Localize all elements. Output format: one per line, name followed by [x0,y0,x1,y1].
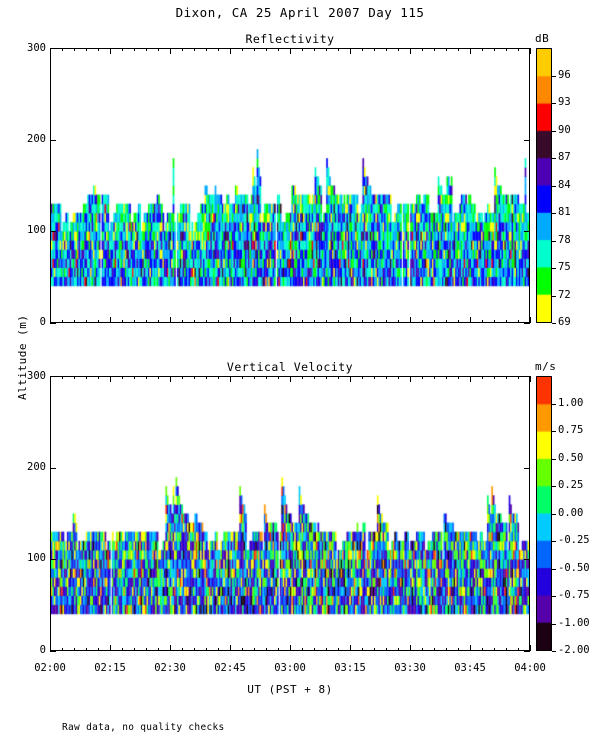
plot1-xminortick [98,320,99,323]
plot1-ytick [50,48,56,49]
plot1-xtick [350,48,351,54]
plot1-xminortick [446,48,447,51]
plot2-xtick [170,645,171,651]
plot2-xminortick [302,648,303,651]
plot1-xminortick [302,48,303,51]
plot2-xminortick [362,648,363,651]
plot1-xminortick [434,48,435,51]
plot1-xtick [470,317,471,323]
plot2-ytick [524,376,530,377]
plot2-xminortick [386,376,387,379]
cb2labels-item-6: -0.50 [558,561,590,574]
plot2-xminortick [398,648,399,651]
x-axis-label: UT (PST + 8) [247,683,333,696]
plot2-xminortick [158,376,159,379]
plot1-xtick [410,48,411,54]
plot1-ytick [50,140,56,141]
plot2-xtick [230,645,231,651]
plot2-xminortick [482,376,483,379]
plot1-xminortick [314,320,315,323]
y-axis-label: Altitude (m) [16,314,29,400]
plot2-xtick [290,376,291,382]
cb1labels-tick-5 [552,213,556,214]
plot1-xminortick [158,320,159,323]
cb2labels-item-7: -0.75 [558,589,590,601]
plot1-xminortick [482,48,483,51]
plot1-xtick [350,317,351,323]
plot2-xtick [410,645,411,651]
cb2labels-tick-3 [552,486,556,487]
cb2labels-item-4: 0.00 [558,506,584,519]
plot2-xminortick [338,376,339,379]
plot2-xminortick [134,376,135,379]
plot2-xminortick [122,376,123,379]
plot1-xminortick [242,48,243,51]
x-tick-6: 03:30 [394,662,426,674]
plot1-xminortick [458,320,459,323]
cb1labels-tick-2 [552,131,556,132]
plot2-xminortick [134,648,135,651]
cb2labels-tick-4 [552,514,556,515]
plot2-xminortick [518,648,519,651]
plot1-ytick [524,48,530,49]
plot2-xminortick [518,376,519,379]
plot2-xminortick [482,648,483,651]
plot2-xminortick [422,648,423,651]
cb1labels-item-5: 81 [558,206,571,218]
p2-ytick-300: 300 [27,370,46,382]
plot1-xminortick [338,320,339,323]
plot2-xminortick [62,376,63,379]
plot1-xminortick [314,48,315,51]
p1-ytick-0: 0 [39,316,46,328]
x-tick-2: 02:30 [154,662,186,674]
plot2-xtick [530,645,531,651]
plot1-xminortick [218,320,219,323]
cb1labels-tick-9 [552,323,556,324]
plot1-xminortick [302,320,303,323]
p2-ytick-0: 0 [39,644,46,656]
plot1-xminortick [266,320,267,323]
plot1-xminortick [434,320,435,323]
plot2-xminortick [446,648,447,651]
cb2labels-item-0: 1.00 [558,396,584,409]
plot1-xminortick [518,48,519,51]
p1-ytick-100: 100 [27,224,46,236]
plot1-ytick [50,231,56,232]
plot1-xtick [110,317,111,323]
plot2-ytick [50,468,56,469]
plot2-xminortick [434,648,435,651]
plot1-xminortick [458,48,459,51]
plot1-xminortick [386,48,387,51]
cb1labels-tick-8 [552,296,556,297]
plot1-xminortick [122,320,123,323]
plot1-xminortick [278,320,279,323]
plot1-xminortick [254,320,255,323]
reflectivity-plot [50,48,530,323]
plot2-xminortick [206,648,207,651]
plot2-xminortick [386,648,387,651]
cb2labels-tick-1 [552,431,556,432]
plot1-xtick [530,317,531,323]
plot1-xminortick [74,320,75,323]
cb1labels-item-7: 75 [558,261,571,273]
plot1-xtick [230,317,231,323]
plot2-xtick [470,376,471,382]
plot2-xtick [350,376,351,382]
plot1-xminortick [386,320,387,323]
cb2labels-tick-8 [552,624,556,625]
plot2-ytick [50,559,56,560]
plot1-xtick [230,48,231,54]
page-title: Dixon, CA 25 April 2007 Day 115 [175,5,425,20]
plot2-ytick [50,376,56,377]
cb1labels-tick-0 [552,76,556,77]
plot2-xminortick [362,376,363,379]
cb1labels-tick-6 [552,241,556,242]
plot1-xminortick [398,48,399,51]
plot2-xminortick [266,648,267,651]
plot2-xtick [290,645,291,651]
plot1-xminortick [362,320,363,323]
plot1-xminortick [158,48,159,51]
plot1-xminortick [98,48,99,51]
plot1-xminortick [218,48,219,51]
cb1labels-item-1: 93 [558,96,571,108]
plot1-xminortick [326,48,327,51]
plot1-xminortick [338,48,339,51]
cb1labels-item-9: 69 [558,316,571,328]
plot2-xtick [530,376,531,382]
plot2-xminortick [98,376,99,379]
plot1-xminortick [518,320,519,323]
plot2-xminortick [182,648,183,651]
plot1-xminortick [182,320,183,323]
x-tick-0: 02:00 [34,662,66,674]
p1-colorbar [536,48,552,323]
plot2-xminortick [326,648,327,651]
cb2labels-tick-0 [552,404,556,405]
plot1-xminortick [506,48,507,51]
plot1-ytick [524,323,530,324]
plot2-xminortick [422,376,423,379]
plot2-xtick [470,645,471,651]
cb1labels-item-8: 72 [558,288,571,301]
plot2-xminortick [254,648,255,651]
plot2-xminortick [218,648,219,651]
x-tick-7: 03:45 [454,662,486,674]
x-tick-4: 03:00 [274,662,306,674]
p2-colorbar [536,376,552,651]
cb2labels-item-2: 0.50 [558,451,584,464]
cb1labels-tick-3 [552,158,556,159]
plot2-xminortick [338,648,339,651]
plot1-xtick [530,48,531,54]
plot2-xminortick [302,376,303,379]
plot1-xminortick [494,320,495,323]
plot1-xminortick [206,320,207,323]
cb1labels-item-6: 78 [558,233,571,246]
cb2labels-item-1: 0.75 [558,424,584,436]
cb2labels-item-9: -2.00 [558,644,590,656]
plot2-ytick [524,559,530,560]
plot1-xminortick [86,48,87,51]
plot1-xminortick [422,48,423,51]
plot1-xminortick [446,320,447,323]
plot1-xtick [170,317,171,323]
plot1-ytick [524,140,530,141]
plot1-xminortick [62,320,63,323]
plot1-xminortick [146,320,147,323]
plot2-xminortick [74,376,75,379]
plot1-xminortick [422,320,423,323]
plot1-xminortick [374,48,375,51]
p1-ytick-300: 300 [27,42,46,54]
plot1-xminortick [182,48,183,51]
x-tick-8: 04:00 [514,662,546,674]
plot2-xminortick [314,648,315,651]
cb1labels-item-0: 96 [558,68,571,81]
plot1-ytick [524,231,530,232]
plot2-xminortick [182,376,183,379]
plot2-xminortick [398,376,399,379]
plot2-xtick [110,645,111,651]
cb2labels-tick-7 [552,596,556,597]
plot1-xminortick [194,320,195,323]
p1-colorbar-title: dB [535,32,550,45]
cb2labels-tick-5 [552,541,556,542]
plot1-xtick [170,48,171,54]
plot2-xtick [350,645,351,651]
plot2-xminortick [494,376,495,379]
plot2-xminortick [146,376,147,379]
plot1-xminortick [398,320,399,323]
plot2-xminortick [62,648,63,651]
plot2-xminortick [158,648,159,651]
footnote: Raw data, no quality checks [62,722,225,733]
plot2-xminortick [194,648,195,651]
cb1labels-tick-7 [552,268,556,269]
cb1labels-tick-4 [552,186,556,187]
x-tick-3: 02:45 [214,662,246,674]
plot2-xminortick [146,648,147,651]
p1-ytick-200: 200 [27,133,46,145]
plot1-xminortick [134,48,135,51]
plot2-xminortick [86,376,87,379]
p2-colorbar-title: m/s [535,360,557,373]
cb2labels-tick-2 [552,459,556,460]
plot2-xminortick [278,376,279,379]
plot2-xminortick [242,376,243,379]
plot1-ytick [50,323,56,324]
plot1-xminortick [374,320,375,323]
plot2-xminortick [374,648,375,651]
plot1-xtick [110,48,111,54]
plot1-xtick [290,48,291,54]
cb1labels-item-3: 87 [558,151,571,163]
plot1-xminortick [86,320,87,323]
plot2-xminortick [494,648,495,651]
plot1-xminortick [362,48,363,51]
vertical-velocity-plot [50,376,530,651]
plot2-ytick [524,468,530,469]
p2-ytick-200: 200 [27,461,46,473]
plot1-xminortick [194,48,195,51]
panel-1-title: Reflectivity [245,32,335,46]
plot2-xminortick [446,376,447,379]
plot2-xminortick [86,648,87,651]
plot1-xminortick [254,48,255,51]
plot2-xminortick [206,376,207,379]
plot1-xminortick [122,48,123,51]
plot1-xminortick [266,48,267,51]
cb1labels-item-4: 84 [558,178,571,191]
plot1-xtick [470,48,471,54]
plot2-ytick [50,651,56,652]
cb2labels-tick-9 [552,651,556,652]
plot2-xminortick [506,648,507,651]
panel-2-title: Vertical Velocity [226,360,354,374]
cb2labels-item-5: -0.25 [558,534,590,546]
cb1labels-item-2: 90 [558,123,571,136]
plot1-xminortick [62,48,63,51]
plot2-xminortick [314,376,315,379]
plot2-xminortick [374,376,375,379]
plot2-xminortick [218,376,219,379]
plot1-xminortick [134,320,135,323]
plot1-xminortick [278,48,279,51]
p2-ytick-100: 100 [27,552,46,564]
plot2-xtick [110,376,111,382]
plot2-xminortick [194,376,195,379]
cb2labels-tick-6 [552,569,556,570]
plot2-ytick [524,651,530,652]
cb2labels-item-3: 0.25 [558,479,584,491]
plot2-xminortick [278,648,279,651]
plot2-xminortick [122,648,123,651]
plot1-xtick [290,317,291,323]
plot2-xminortick [434,376,435,379]
plot1-xminortick [206,48,207,51]
plot1-xminortick [242,320,243,323]
plot1-xminortick [482,320,483,323]
plot2-xminortick [326,376,327,379]
plot2-xminortick [254,376,255,379]
cb1labels-tick-1 [552,103,556,104]
plot1-xminortick [494,48,495,51]
plot1-xminortick [146,48,147,51]
cb2labels-item-8: -1.00 [558,616,590,629]
plot2-xminortick [74,648,75,651]
plot1-xminortick [506,320,507,323]
plot2-xminortick [458,648,459,651]
x-tick-1: 02:15 [94,662,126,674]
x-tick-5: 03:15 [334,662,366,674]
plot2-xminortick [458,376,459,379]
plot1-xminortick [74,48,75,51]
plot2-xtick [230,376,231,382]
plot1-xminortick [326,320,327,323]
plot1-xtick [410,317,411,323]
plot2-xminortick [506,376,507,379]
plot2-xminortick [98,648,99,651]
plot2-xminortick [266,376,267,379]
plot2-xminortick [242,648,243,651]
plot2-xtick [170,376,171,382]
plot2-xtick [410,376,411,382]
